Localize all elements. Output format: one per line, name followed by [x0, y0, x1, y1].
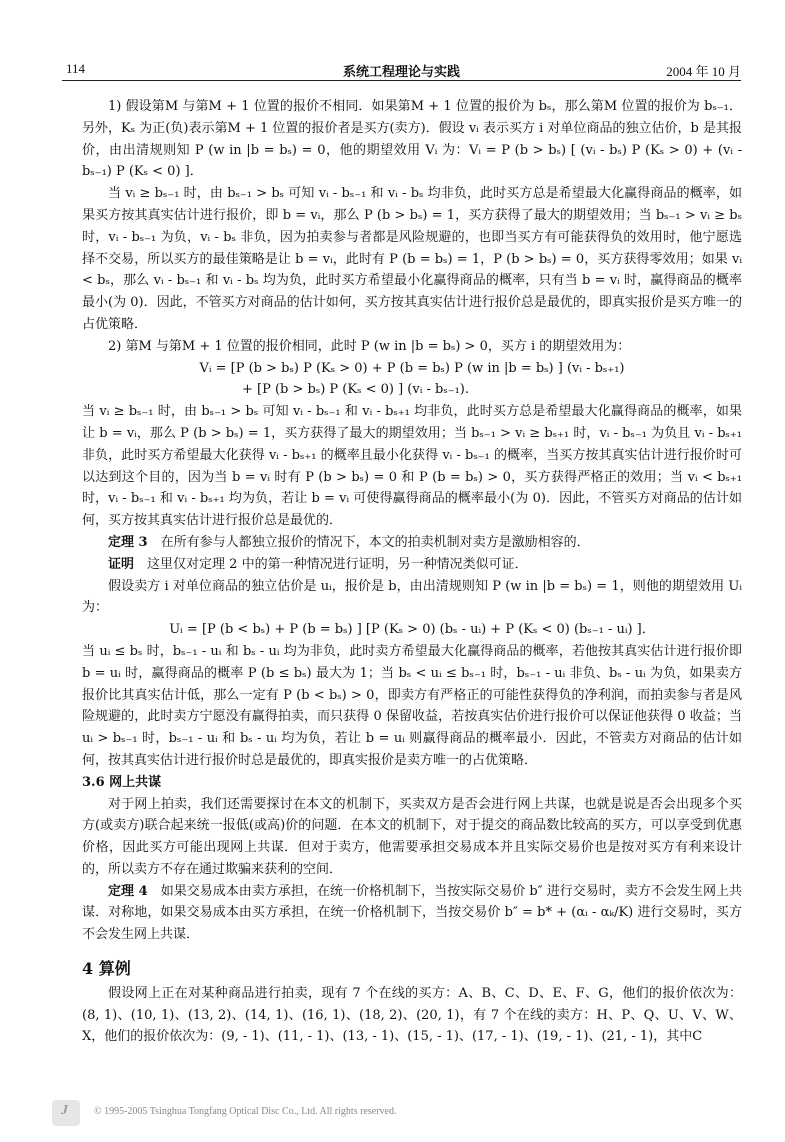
theorem-3 — [82, 532, 742, 554]
page-number: 114 — [66, 61, 86, 76]
paragraph-seller-utility: 假设卖方 i 对单位商品的独立估价是 uᵢ，报价是 b，由出清规则知 P (w in |b = bₛ) = 1，则他的期望效用 Uᵢ 为： — [82, 578, 742, 616]
theorem-3-label: 定理 3 — [108, 534, 148, 550]
copyright-notice: © 1995-2005 Tsinghua Tongfang Optical Disc Co., Ltd. All rights reserved. — [94, 1106, 397, 1117]
theorem-3-text: 在所有参与人都独立报价的情况下，本文的拍卖机制对卖方是激励相容的． — [160, 534, 590, 550]
paragraph-case-1: 1) 假设第M 与第M + 1 位置的报价不相同．如果第M + 1 位置的报价为 bₛ，那么第M 位置的报价为 bₛ₋₁．另外，Kₛ 为正(负)表示第M + 1 位置的报价者是买方(卖方)．假设 vᵢ 表示买方 i 对单位商品的独立估价，b 是其报价，由出清规则知 P (w in |b = bₛ) = 0，他的期望效用 Vᵢ 为：Vᵢ = P (b > bₛ) [ (vᵢ - bₛ) P (Kₛ > 0) + (vᵢ - bₛ₋₁) P (Kₛ < 0) ]． — [82, 99, 742, 180]
paragraph-collusion: 对于网上拍卖，我们还需要探讨在本文的机制下，买卖双方是否会进行网上共谋，也就是说是否会出现多个买方(或卖方)联合起来统一报低(或高)价的问题．在本文的机制下，对于提交的商品数比较高的买方，可以享受到优惠价格，因此买方可能出现网上共谋．但对于卖方，他需要承担交易成本并且实际交易价也是按对买方有利来设计的，所以卖方不存在通过欺骗来获利的空间． — [82, 796, 742, 877]
page-header — [62, 58, 741, 81]
article-body — [82, 96, 742, 1048]
section-3-6-heading: 3.6 网上共谋 — [82, 774, 162, 790]
equation-buyer-utility-line1: Vᵢ = [P (b > bₛ) P (Kₛ > 0) + P (b = bₛ) P (w in |b = bₛ) ] (vᵢ - bₛ₊₁) — [199, 360, 625, 376]
publisher-logo-icon: J — [52, 1100, 80, 1126]
journal-title: 系统工程理论与实践 — [342, 64, 460, 79]
proof — [82, 554, 742, 576]
paragraph-case-2: 2) 第M 与第M + 1 位置的报价相同，此时 P (w in |b = bₛ) > 0，买方 i 的期望效用为： — [108, 338, 631, 354]
section-4-heading: 4 算例 — [82, 959, 131, 979]
paragraph-seller-analysis: 当 uᵢ ≤ bₛ 时，bₛ₋₁ - uᵢ 和 bₛ - uᵢ 均为非负，此时卖方希望最大化赢得商品的概率，若他按其真实估计进行报价即 b = uᵢ 时，赢得商品的概率 P (b ≤ bₛ) 最大为 1；当 bₛ < uᵢ ≤ bₛ₋₁ 时，bₛ₋₁ - uᵢ 非负、bₛ - uᵢ 为负，如果卖方报价比其真实估计低，那么一定有 P (b < bₛ) > 0，即卖方有严格正的可能性获得负的净利润，而拍卖参与者是风险规避的，此时卖方宁愿没有赢得拍卖，而只获得 0 保留收益，若按真实估价进行报价可以保证他获得 0 收益；当 uᵢ > bₛ₋₁ 时，bₛ₋₁ - uᵢ 和 bₛ - uᵢ 均为负，若让 b = uᵢ 则赢得商品的概率最小．因此，不管卖方对商品的估计如何，按其真实估计进行报价时总是最优的，即真实报价是卖方唯一的占优策略． — [82, 643, 742, 768]
paragraph-case-1-analysis: 当 vᵢ ≥ bₛ₋₁ 时，由 bₛ₋₁ > bₛ 可知 vᵢ - bₛ₋₁ 和 vᵢ - bₛ 均非负，此时买方总是希望最大化赢得商品的概率，如果买方按其真实估计进行报价，即 b = vᵢ，那么 P (b > bₛ) = 1，买方获得了最大的期望效用；当 bₛ₋₁ > vᵢ ≥ bₛ 时，vᵢ - bₛ₋₁ 为负，vᵢ - bₛ 非负，因为拍卖参与者都是风险规避的，也即当买方有可能获得负的效用时，他宁愿选择不交易，所以买方的最佳策略是让 b = vᵢ，此时有 P (b = bₛ) = 1，P (b > bₛ) = 0，买方获得零效用；如果 vᵢ < bₛ，那么 vᵢ - bₛ₋₁ 和 vᵢ - bₛ 均为负，此时买方希望最小化赢得商品的概率，只有当 b = vᵢ 时，赢得商品的概率最小(为 0)．因此，不管买方对商品的估计如何，买方按其真实估计进行报价总是最优的，即真实报价是买方唯一的占优策略． — [82, 186, 742, 332]
theorem-4 — [82, 881, 742, 946]
paragraph-example: 假设网上正在对某种商品进行拍卖，现有 7 个在线的买方：A、B、C、D、E、F、G，他们的报价依次为：(8, 1)、(10, 1)、(13, 2)、(14, 1)、(16, 1)、(18, 2)、(20, 1)，有 7 个在线的卖方：H、P、Q、U、V、W、X，他们的报价依次为：(9, - 1)、(11, - 1)、(13, - 1)、(15, - 1)、(17, - 1)、(19, - 1)、(21, - 1)，其中C — [82, 985, 742, 1045]
theorem-4-label: 定理 4 — [108, 883, 148, 899]
proof-text: 这里仅对定理 2 中的第一种情况进行证明，另一种情况类似可证． — [147, 556, 528, 572]
page-footer — [52, 1100, 752, 1130]
equation-seller-utility: Uᵢ = [P (b < bₛ) + P (b = bₛ) ] [P (Kₛ > 0) (bₛ - uᵢ) + P (Kₛ < 0) (bₛ₋₁ - uᵢ) ]． — [169, 622, 655, 638]
equation-buyer-utility-line2: + [P (b > bₛ) P (Kₛ < 0) ] (vᵢ - bₛ₋₁). — [242, 382, 469, 398]
theorem-4-text: 如果交易成本由卖方承担，在统一价格机制下，当按实际交易价 b″ 进行交易时，卖方不会发生网上共谋．对称地，如果交易成本由买方承担，在统一价格机制下，当按交易价 b″ = b* + (αᵢ - αₖ/K) 进行交易时，买方不会发生网上共谋． — [82, 883, 742, 943]
proof-label: 证明 — [108, 556, 135, 572]
issue-date: 2004 年 10 月 — [666, 64, 741, 79]
paragraph-case-2-analysis: 当 vᵢ ≥ bₛ₋₁ 时，由 bₛ₋₁ > bₛ 可知 vᵢ - bₛ₋₁ 和 vᵢ - bₛ₊₁ 均非负，此时买方总是希望最大化赢得商品的概率，如果让 b = vᵢ，那么 P (b > bₛ) = 1，买方获得了最大的期望效用；当 bₛ₋₁ > vᵢ ≥ bₛ₊₁ 时，vᵢ - bₛ₋₁ 为负且 vᵢ - bₛ₊₁ 非负，此时买方希望最大化获得 vᵢ - bₛ₊₁ 的概率且最小化获得 vᵢ - bₛ₋₁ 的概率，当买方按其真实估计进行报价时可以达到这个目的，因为当 b = vᵢ 时有 P (b > bₛ) = 0 和 P (b = bₛ) > 0，买方获得严格正的效用；当 vᵢ < bₛ₊₁ 时，vᵢ - bₛ₋₁ 和 vᵢ - bₛ₊₁ 均为负，若让 b = vᵢ 可使得赢得商品的概率最小(为 0)．因此，不管买方对商品的估计如何，买方按其真实估计进行报价总是最优的． — [82, 404, 742, 529]
